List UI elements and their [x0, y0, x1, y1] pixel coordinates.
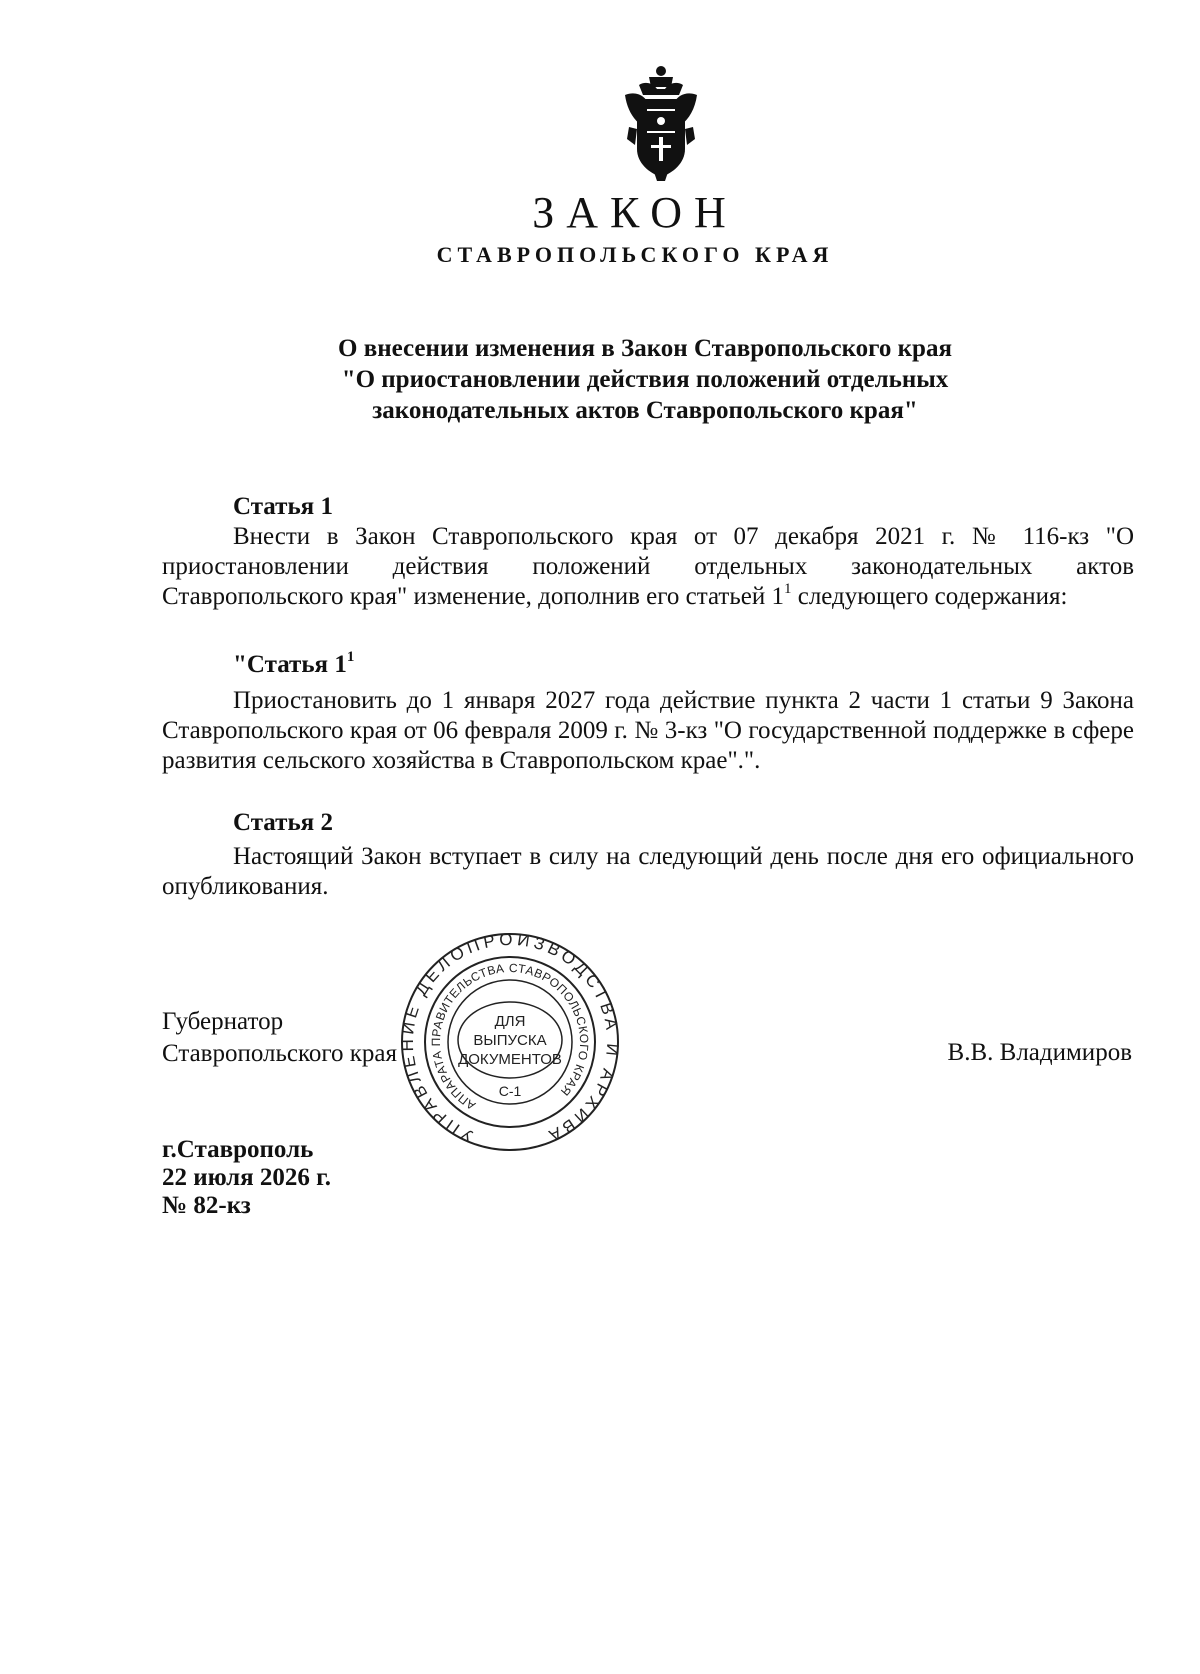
- article1-body: [162, 522, 1134, 612]
- stamp-center-line: ДОКУМЕНТОВ: [458, 1051, 562, 1068]
- article-number-superscript: 1: [783, 580, 792, 597]
- law-subtitle: СТАВРОПОЛЬСКОГО КРАЯ: [436, 242, 834, 267]
- place-date-block: [162, 1136, 331, 1220]
- governor-name: В.В. Владимиров: [947, 1039, 1132, 1066]
- governor-position: [162, 1006, 397, 1070]
- inserted-article-body: Приостановить до 1 января 2027 года действие пункта 2 части 1 статьи 9 Закона Ставропольского края от 06 февраля 2009 г. № 3-кз "О государственной поддержке в сфере развития сельского хозяйства в Ставропольском крае".".: [162, 687, 1134, 774]
- stamp-center-line: ВЫПУСКА: [473, 1032, 547, 1049]
- stamp-center-line: ДЛЯ: [494, 1013, 526, 1030]
- article1-body-text: Внести в Закон Ставропольского края от 07 декабря 2021 г. № 116-кз "О приостановлении действия положений отдельных законодательных актов Ставропольского края" изменение, дополнив его статьей 1: [162, 523, 1134, 610]
- coat-of-arms-icon: [619, 65, 703, 181]
- article2-body: Настоящий Закон вступает в силу на следующий день после дня его официального опубликования.: [162, 843, 1134, 900]
- document-title: [200, 333, 1090, 426]
- stamp-inner-text: АППАРАТА ПРАВИТЕЛЬСТВА СТАВРОПОЛЬСКОГО КРАЯ: [429, 960, 592, 1113]
- inserted-article-heading: [233, 650, 354, 680]
- governor-position-line: Ставропольского края: [162, 1040, 397, 1067]
- date: 22 июля 2026 г.: [162, 1164, 331, 1191]
- inserted-article-superscript: 1: [346, 648, 355, 665]
- document-title-line: законодательных актов Ставропольского края": [372, 397, 918, 424]
- article2-heading: Статья 2: [233, 809, 333, 836]
- article1-body-text-end: следующего содержания:: [791, 583, 1068, 610]
- article1-heading: Статья 1: [233, 493, 333, 520]
- law-title: ЗАКОН: [532, 188, 738, 237]
- governor-position-line: Губернатор: [162, 1008, 284, 1035]
- law-number: № 82-кз: [162, 1192, 251, 1219]
- inserted-article-heading-text: "Статья 1: [233, 651, 347, 678]
- document-title-line: О внесении изменения в Закон Ставропольского края: [338, 335, 952, 362]
- stamp-outer-text: УПРАВЛЕНИЕ ДЕЛОПРОИЗВОДСТВА И АРХИВА: [397, 932, 623, 1147]
- official-stamp: [393, 932, 627, 1152]
- stamp-code: С-1: [498, 1083, 522, 1099]
- document-title-line: "О приостановлении действия положений отдельных: [341, 366, 949, 393]
- city: г.Ставрополь: [162, 1136, 314, 1163]
